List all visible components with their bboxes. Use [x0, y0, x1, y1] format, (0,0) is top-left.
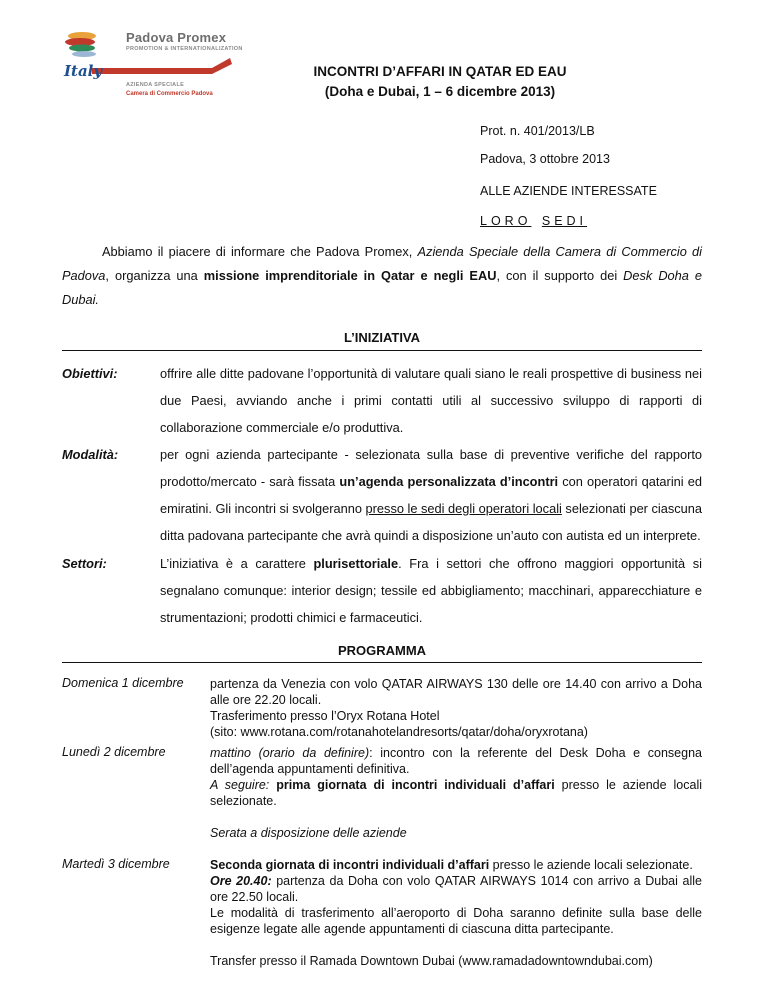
letter-date: Padova, 3 ottobre 2013	[480, 152, 610, 166]
settori-label: Settori:	[62, 556, 107, 571]
settori-text: L’iniziativa è a carattere plurisettoriale. Fra i settori che offrono maggiori opportunità si segnalano comunque: interior design; tessile ed abbigliamento; macchinari, apparecchiature e strumentazioni; prodotti chimici e farmaceutici.	[160, 556, 702, 625]
logo-azienda: AZIENDA SPECIALE	[126, 82, 185, 88]
logo-tagline: PROMOTION & INTERNATIONALIZATION	[126, 46, 243, 52]
recipient: ALLE AZIENDE INTERESSATE	[480, 184, 657, 198]
obiettivi-label: Obiettivi:	[62, 366, 118, 381]
modalita-label: Modalità:	[62, 447, 119, 462]
loro: LORO	[480, 214, 532, 228]
day1-label: Domenica 1 dicembre	[62, 676, 184, 690]
section-heading-iniziativa: L’INIZIATIVA	[343, 330, 421, 345]
logo-camera: Camera di Commercio Padova	[126, 91, 213, 97]
day3-text: Seconda giornata di incontri individuali d’affari presso le aziende locali selezionate. Ore 20.40: partenza da Doha con volo QATAR AIRWAYS 1014 con arrivo a Dubai alle ore 22.50 locali. Le modalità di trasferimento all’aeroporto di Doha saranno definite sulla base delle esigenze legate alle agende appuntamenti di ciascuna ditta partecipante.	[210, 858, 702, 936]
protocol-number: Prot. n. 401/2013/LB	[480, 124, 595, 138]
day3-transfer: Transfer presso il Ramada Downtown Dubai (www.ramadadowntowndubai.com)	[210, 954, 653, 968]
day2-serata: Serata a disposizione delle aziende	[210, 826, 407, 840]
day2-label: Lunedì 2 dicembre	[62, 745, 166, 759]
title-line-1: INCONTRI D’AFFARI IN QATAR ED EAU	[313, 64, 567, 79]
day1-text: partenza da Venezia con volo QATAR AIRWAYS 130 delle ore 14.40 con arrivo a Doha alle ore 22.20 locali. Trasferimento presso l’Oryx Rotana Hotel (sito: www.rotana.com/rotanahotelandresorts/qatar/doha/oryxrotana)	[210, 677, 702, 739]
logo-name: Padova Promex	[126, 30, 227, 45]
intro-paragraph: Abbiamo il piacere di informare che Padova Promex, Azienda Speciale della Camera di Commercio di Padova, organizza una missione imprenditoriale in Qatar e negli EAU, con il supporto dei Desk Doha e Dubai.	[62, 244, 703, 307]
logo-italy: Italy	[64, 62, 103, 80]
day3-label: Martedì 3 dicembre	[62, 857, 170, 871]
section-divider	[62, 662, 702, 663]
loro-sedi	[480, 214, 587, 228]
modalita-text: per ogni azienda partecipante - selezionata sulla base di preventive verifiche del rapporto prodotto/mercato - sarà fissata un’agenda personalizzata d’incontri con operatori qatarini ed emiratini. Gli incontri si svolgeranno presso le sedi degli operatori locali selezionati per ciascuna ditta padovana partecipante che avrà quindi a disposizione un’auto con autista ed un interprete.	[160, 447, 703, 543]
obiettivi-text: offrire alle ditte padovane l’opportunità di valutare quali siano le reali prospettive di business nei due Paesi, avviando anche i primi contatti utili al successivo sviluppo di rapporti di collaborazione commerciale e/o produttiva.	[160, 366, 702, 435]
section-divider	[62, 350, 702, 351]
sedi: SEDI	[541, 214, 588, 228]
title-line-2: (Doha e Dubai, 1 – 6 dicembre 2013)	[324, 84, 556, 99]
section-heading-programma: PROGRAMMA	[337, 643, 427, 658]
day2-text: mattino (orario da definire): incontro con la referente del Desk Doha e consegna dell’agenda appuntamenti definitiva. A seguire: prima giornata di incontri individuali d’affari presso le aziende locali selezionate.	[210, 746, 702, 808]
